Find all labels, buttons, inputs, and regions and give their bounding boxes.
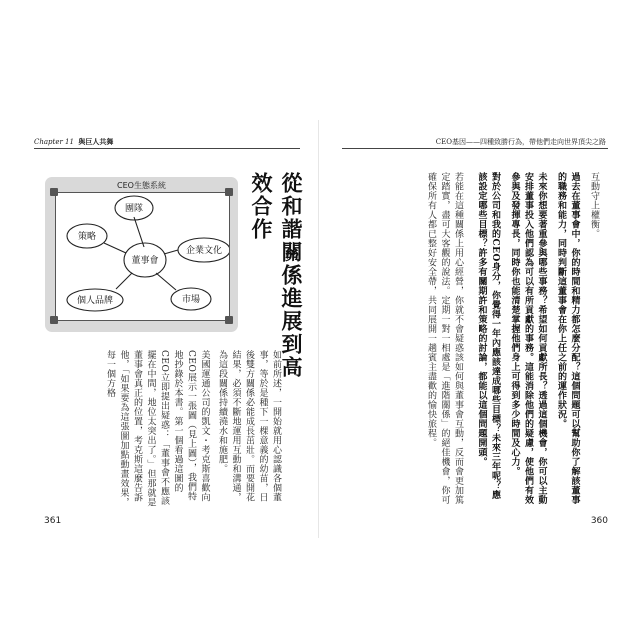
- chapter-title: 與巨人共舞: [78, 137, 114, 146]
- ceo-ecosystem-figure: [45, 177, 238, 332]
- figure-corner: [225, 316, 233, 324]
- paragraph: 美國運通公司的凱文・考克斯喜歡向CEO展示一張圖（見上圖），我們特地抄錄於本書。第一個看過這圖的CEO立即提出疑惑：「董事會不應該擺在中間，地位太突出了。」但那就是董事會真正的位置，考克斯這麼告訴他，「如果要為這張圖加點動畫效果，每一個方格: [105, 350, 210, 507]
- arrow-team: [134, 217, 144, 247]
- left-page: [10, 120, 319, 538]
- arrow-culture: [164, 250, 178, 254]
- ecosystem-diagram: [56, 193, 229, 320]
- right-page: [320, 120, 630, 538]
- paragraph: 互動守上權衡。: [589, 172, 599, 239]
- page-number-left: 361: [44, 516, 62, 526]
- team-label: 團隊: [124, 204, 144, 214]
- header-rule: [34, 148, 300, 149]
- center-label: 董事會: [131, 256, 159, 266]
- figure-corner: [50, 188, 58, 196]
- page-number-right: 360: [590, 516, 608, 526]
- culture-label: 企業文化: [185, 246, 223, 256]
- figure-corner: [50, 316, 58, 324]
- strategy-label: 策略: [77, 232, 97, 242]
- figure-corner: [225, 188, 233, 196]
- market-label: 市場: [181, 295, 201, 305]
- paragraph: 若能在這種關係上用心經營，你就不會疑惑該如何與董事會互動，反而會更加篤定踏實，盡可大客觀的說法。定期一對一相處是「進階關係」的絕佳機會，你可確保所有人都已整好安全帶，共同展開一趟賓主盡歡的愉快旅程。: [426, 172, 463, 505]
- section-heading: 從和諧關係進展到高效合作: [249, 172, 304, 379]
- question-paragraph: 對於公司和我的CEO身分，你覺得一年內應該達成哪些目標？未來三年呢？應該設定哪些目標？許多有關期許和策略的討論，都能以這個問題開頭。: [476, 172, 500, 500]
- header-rule: [342, 148, 608, 149]
- question-paragraph: 過去在董事會中，你的時間和精力都怎麼分配？這個問題可以幫助你了解該董事的職務和能力，同時判斷這董事會在你上任之前的運作狀況。: [556, 172, 580, 505]
- whiteboard: [55, 192, 230, 321]
- left-body-text: [46, 350, 282, 510]
- chapter-label: Chapter 11: [34, 138, 74, 146]
- right-body-text: [356, 172, 600, 508]
- running-head-left: [34, 137, 113, 147]
- brand-label: 個人品牌: [76, 296, 114, 306]
- paragraph: 如前所述，一開始就用心認識各個董事，等於是種下一棵意義的幼苗，日後雙方關係必能成長茁壯。而要開花結果，必須不斷地運用互動和溝通，為這段關係持續澆水和施肥。: [217, 350, 281, 502]
- arrow-strategy: [104, 243, 126, 253]
- question-paragraph: 未來你想要著重參與哪些事務？希望如何貢獻所長？透過這個機會，你可以主動安排董事投入他們認為可以有所貢獻的事務。這能消除他們的疑慮，使他們有效參與及發揮專長，同時你也能清楚掌握他們身上可得到多少時間及心力。: [509, 172, 547, 505]
- arrow-market: [156, 273, 176, 290]
- arrow-brand: [116, 273, 132, 289]
- running-head-right: CEO基因——四種致勝行為，帶他們走向世界頂尖之路: [435, 138, 606, 146]
- figure-title: CEO生態系統: [117, 181, 166, 190]
